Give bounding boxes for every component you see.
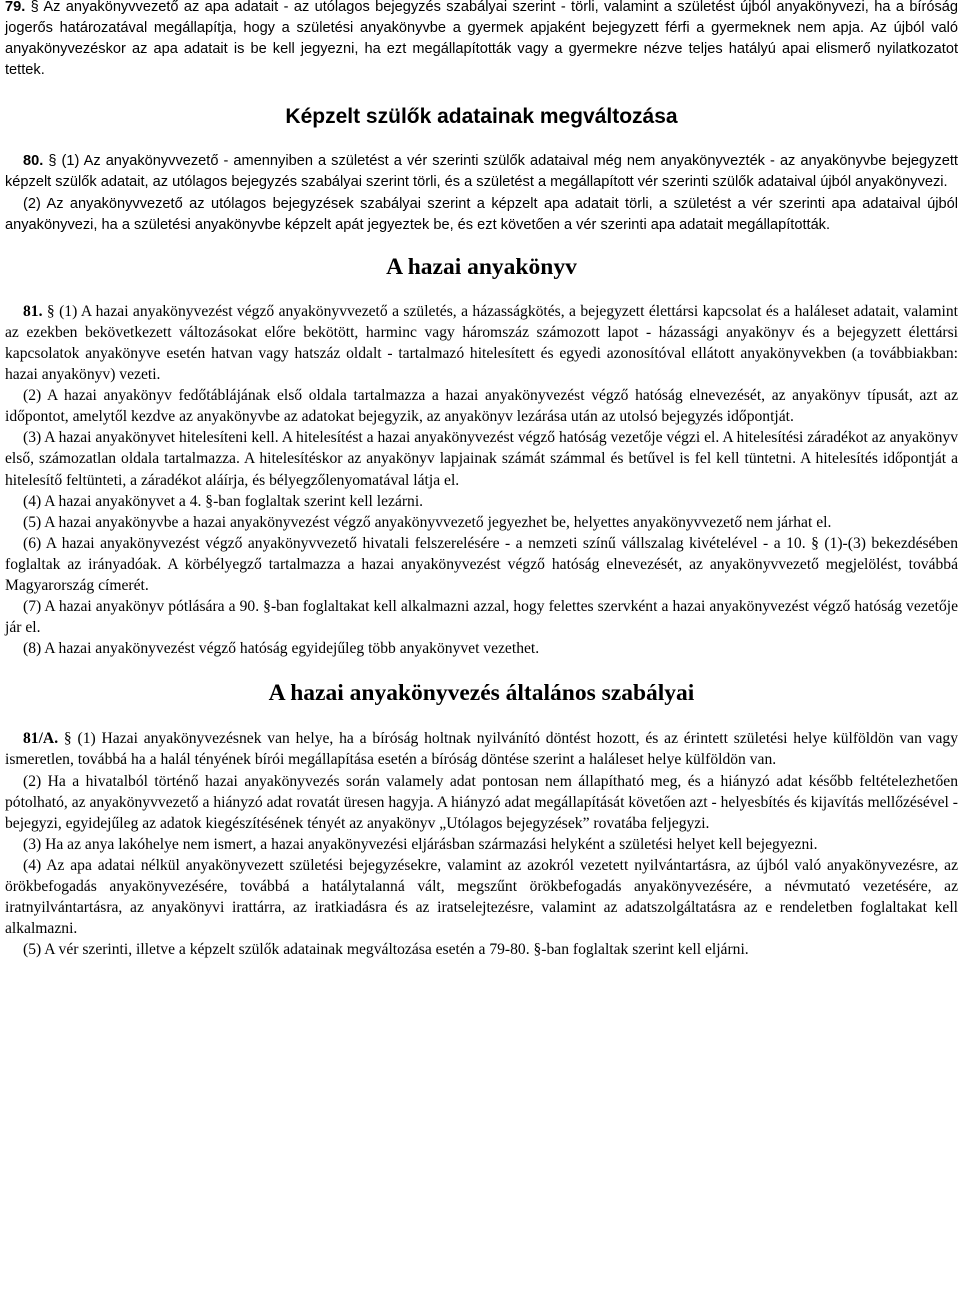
section-number: 80.: [23, 153, 44, 170]
heading-hazai-anyakonyv: A hazai anyakönyv: [386, 253, 577, 280]
section-text: § Az anyakönyvvezető az apa adatait - az utólagos bejegyzés szabályai szerint - törli, valamint a születést újból anyakönyvezi, ha a bíróság jogerős határozatával megállapítja, hogy a születési anyakönyvbe a gyermek apjaként bejegyzett férfi a gyermeknek nem apja. Az újból való anyakönyvezéskor az apa adatait is be kell jegyezni, ha ezt megállapították vagy a gyermekre nézve teljes hatályú apai elismerő nyilatkozatot tettek.: [5, 0, 958, 79]
paragraph-text: § (1) Hazai anyakönyvezésnek van helye, ha a bíróság holtnak nyilvánító döntést hozott, és az érintett születési helye külföldön van vagy ismeretlen, továbbá ha a halál tényének bírói megállapítása esetén a bíróság döntése szerint a haláleset helye külföldön van.: [5, 730, 958, 769]
section-81-paragraph-1: [5, 301, 958, 385]
section-81-paragraph-7: (7) A hazai anyakönyv pótlására a 90. §-ban foglaltakat kell alkalmazni azzal, hogy felettes szervként a hazai anyakönyvezést végző hatóság vezetője jár el.: [5, 598, 958, 637]
document-page: [5, 0, 958, 960]
section-81a-paragraph-3: (3) Ha az anya lakóhelye nem ismert, a hazai anyakönyvezési eljárásban származási helyként a születési helyet kell bejegyezni.: [23, 835, 818, 853]
section-number: 81.: [23, 302, 43, 320]
section-81-paragraph-8: (8) A hazai anyakönyvezést végző hatóság egyidejűleg több anyakönyvet vezethet.: [23, 640, 540, 658]
section-number: 81/A.: [23, 730, 59, 748]
section-81a-paragraph-5: (5) A vér szerinti, illetve a képzelt szülők adatainak megváltozása esetén a 79-80. §-ban foglaltak szerint kell eljárni.: [23, 941, 749, 959]
heading-kepzelt-szulok: Képzelt szülők adatainak megváltozása: [285, 105, 678, 129]
section-81-paragraph-4: (4) A hazai anyakönyvet a 4. §-ban foglaltak szerint kell lezárni.: [23, 492, 424, 510]
section-number: 79.: [5, 0, 26, 15]
section-81a-paragraph-2: (2) Ha a hivatalból történő hazai anyakönyvezés során valamely adat pontosan nem állapítható meg, és a hiányzó adat később feltételezhetően pótolható, az anyakönyvvezető a hiányzó adat rovatát üresen hagyja. A hiányzó adat megállapítását követően azt - helyesbítés és kijavítás mellőzésével - bejegyzi, egyidejűleg az adatok kiegészítésének tényét az anyakönyv „Utólagos bejegyzések” rovatába feljegyzi.: [5, 772, 958, 832]
section-81-paragraph-2: (2) A hazai anyakönyv fedőtáblájának első oldala tartalmazza a hazai anyakönyvezést végző hatóság elnevezését, az anyakönyv típusát, azt az időpontot, amelytől kezdve az anyakönyvbe az adatokat bejegyzik, az anyakönyv lezárása után az utolsó bejegyzés időpontját.: [5, 387, 958, 426]
section-81a-paragraph-1: [5, 728, 958, 770]
section-80-paragraph-2: (2) Az anyakönyvvezető az utólagos bejegyzések szabályai szerint a képzelt apa adatait törli, a születést a vér szerinti apa adataival újból anyakönyvezi, ha a születési anyakönyvbe képzelt apát jegyeztek be, és ezt követően a vér szerinti apa adatait megállapították.: [5, 195, 958, 233]
section-81a-paragraph-4: (4) Az apa adatai nélkül anyakönyvezett születési bejegyzésekre, valamint az azokról vezetett nyilvántartásra, az újból való anyakönyvezésre, az örökbefogadás anyakönyvezésére, továbbá a hatálytalanná vált, megszűnt örökbefogadás anyakönyvezésére, a névmutató vezetésére, az iratnyilvántartásra, az anyakönyvi irattárra, az iratkiadásra és az iratselejtezésre, valamint az adatszolgáltatásra az e rendeletben foglaltakat kell alkalmazni.: [5, 856, 958, 938]
section-81-paragraph-3: (3) A hazai anyakönyvet hitelesíteni kell. A hitelesítést a hazai anyakönyvezést végző hatóság vezetője végzi el. A hitelesítési záradékot az anyakönyv első, számozatlan oldala tartalmazza. A hitelesítéskor az anyakönyv lapjainak számát számmal és betűvel is fel kell tüntetni. A hitelesítés időpontját a hitelesítő feltünteti, a záradékot aláírja, és bélyegzőlenyomatával látja el.: [5, 429, 958, 489]
section-79: [5, 0, 958, 81]
section-81-paragraph-5: (5) A hazai anyakönyvbe a hazai anyakönyvezést végző anyakönyvvezető jegyezhet be, helyettes anyakönyvvezető nem járhat el.: [23, 513, 832, 531]
section-80-paragraph-1: [5, 151, 958, 193]
section-81-paragraph-6: (6) A hazai anyakönyvezést végző anyakönyvvezető hivatali felszerelésére - a nemzeti színű vállszalag kivételével - a 10. § (1)-(3) bekezdésében foglaltak az irányadóak. A körbélyegző tartalmazza a hazai anyakönyvezést végző hatóság elnevezését, az anyakönyvvezető megjelölést, továbbá Magyarország címerét.: [5, 534, 958, 594]
paragraph-text: § (1) Az anyakönyvvezető - amennyiben a születést a vér szerinti szülők adataival még nem anyakönyvezték - az anyakönyvbe bejegyzett képzelt szülők adatait, az utólagos bejegyzés szabályai szerint törli, és a születést a megállapított vér szerinti szülők adataival újból anyakönyvezi.: [5, 153, 958, 191]
heading-hazai-anyakonyvezes-altalanos-szabalyai: A hazai anyakönyvezés általános szabályai: [268, 680, 695, 707]
paragraph-text: § (1) A hazai anyakönyvezést végző anyakönyvvezető a születés, a házasságkötés, a bejegyzett élettársi kapcsolat és a haláleset adatait, valamint az ezekben bekövetkezett változásokat előre bekötött, harminc vagy háromszáz számozott lapot - házassági anyakönyv és a bejegyzett élettársi kapcsolatok anyakönyve esetén hatvan vagy hatszáz oldalt - tartalmazó hitelesített és egyedi azonosítóval ellátott anyakönyvekben (a továbbiakban: hazai anyakönyv) vezeti.: [5, 302, 958, 384]
